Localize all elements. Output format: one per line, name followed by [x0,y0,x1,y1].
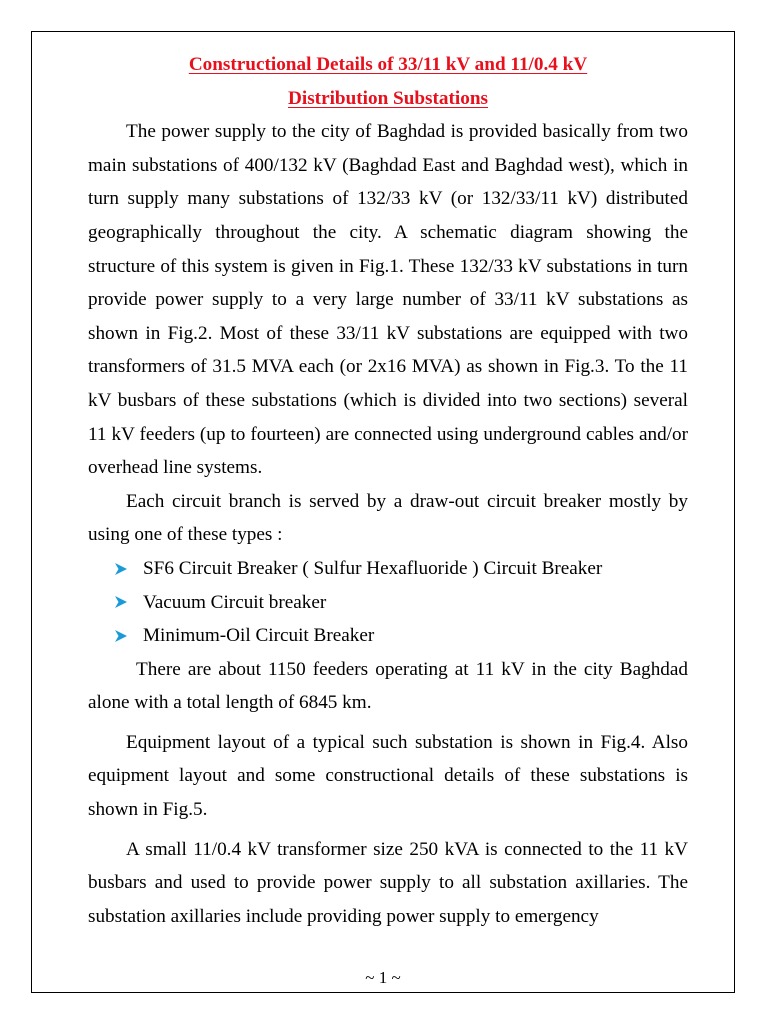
list-item-text: SF6 Circuit Breaker ( Sulfur Hexafluoride ) Circuit Breaker [143,557,603,579]
document-title-line-2: Distribution Substations [288,87,488,109]
paragraph-4: Equipment layout of a typical such substation is shown in Fig.4. Also equipment layout and some constructional details of these substations is shown in Fig.5. [88,731,688,821]
paragraph-1: The power supply to the city of Baghdad is provided basically from two main substations of 400/132 kV (Baghdad East and Baghdad west), which in turn supply many substations of 132/33 kV (or 132/33/11 kV) distributed geographically throughout the city. A schematic diagram showing the structure of this system is given in Fig.1. These 132/33 kV substations in turn provide power supply to a very large number of 33/11 kV substations as shown in Fig.2. Most of these 33/11 kV substations are equipped with two transformers of 31.5 MVA each (or 2x16 MVA) as shown in Fig.3. To the 11 kV busbars of these substations (which is divided into two sections) several 11 kV feeders (up to fourteen) are connected using underground cables and/or overhead line systems. [88,121,688,479]
list-item [114,619,688,653]
arrowhead-bullet-icon [114,595,128,609]
list-item [114,552,688,586]
list-item-text: Minimum-Oil Circuit Breaker [143,625,375,647]
arrowhead-bullet-icon [114,629,128,643]
document-title-line-1: Constructional Details of 33/11 kV and 11/0.4 kV [188,54,588,75]
paragraph-3: There are about 1150 feeders operating at 11 kV in the city Baghdad alone with a total length of 6845 km. [88,658,688,714]
breaker-types-list [88,552,688,653]
document-body [88,48,688,933]
arrowhead-bullet-icon [114,562,128,576]
paragraph-2: Each circuit branch is served by a draw-out circuit breaker mostly by using one of these types : [88,490,688,546]
paragraph-5: A small 11/0.4 kV transformer size 250 kVA is connected to the 11 kV busbars and used to provide power supply to all substation axillaries. The substation axillaries include providing power supply to emergency [88,838,688,927]
page-number: ~ 1 ~ [365,968,401,987]
list-item [114,586,688,620]
list-item-text: Vacuum Circuit breaker [143,591,327,613]
